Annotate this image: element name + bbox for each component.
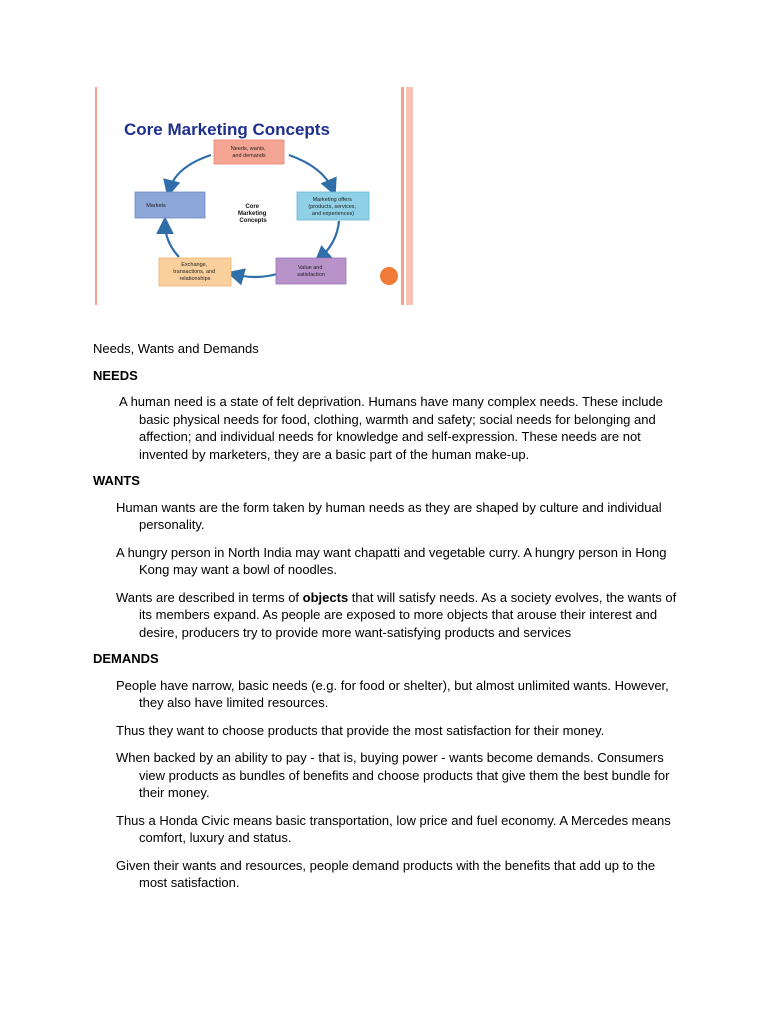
value-satisfaction-box	[276, 258, 346, 284]
markets-box	[135, 192, 205, 218]
wants-paragraph-3: Wants are described in terms of objects that will satisfy needs. As a society evolves, the wants of its members expand. As people are exposed to more objects that arouse their interest and desire, producers try to provide more want-satisfying products and services	[116, 589, 677, 640]
wants-paragraph-1: Human wants are the form taken by human needs as they are shaped by culture and individual personality.	[116, 499, 662, 532]
svg-text:Exchange, transactions: Exchange, transactions, and relationships	[173, 262, 216, 282]
arrow-markets-to-needs	[169, 155, 211, 191]
needs-wants-demands-box	[214, 140, 284, 164]
core-marketing-concepts-figure	[93, 87, 415, 305]
demands-heading: DEMANDS	[93, 651, 159, 666]
accent-dot	[380, 267, 398, 285]
arrow-exchange-to-markets	[165, 223, 179, 257]
wants-heading: WANTS	[93, 473, 140, 488]
exchange-transactions-box	[159, 258, 231, 286]
arrow-value-to-exchange	[233, 274, 277, 277]
svg-text:Value and satisfaction: Value and satisfaction	[297, 265, 325, 278]
needs-paragraph: A human need is a state of felt deprivation. Humans have many complex needs. These include basic physical needs for food, clothing, warmth and safety; social needs for belonging and affection; and individual needs for knowledge and self-expression. These needs are not invented by marketers, they are a basic part of the human make-up.	[119, 394, 663, 462]
demands-paragraph-1: People have narrow, basic needs (e.g. for food or shelter), but almost unlimited wants. However, they also have limited resources.	[116, 677, 669, 710]
demands-paragraph-2: Thus they want to choose products that provide the most satisfaction for their money.	[116, 722, 605, 738]
marketing-offers-box	[297, 192, 369, 220]
arrow-needs-to-offers	[289, 155, 333, 190]
figure-title: Core Marketing Concepts	[124, 120, 330, 139]
svg-text:Marketing offers (prod: Marketing offers (products, services, and experiences)	[308, 197, 357, 217]
arrow-offers-to-value	[319, 221, 339, 259]
demands-paragraph-3: When backed by an ability to pay - that is, buying power - wants become demands. Consumers view products as bundles of benefits and choose products that give them the best bundle for their money.	[116, 750, 670, 800]
center-label: Core Marketing Concepts	[237, 204, 267, 224]
right-accent-bar-wide	[406, 87, 413, 305]
svg-text:Needs, wants, and dema: Needs, wants, and demands	[230, 146, 266, 159]
document-body	[93, 340, 683, 892]
right-accent-bar	[401, 87, 404, 305]
objects-bold-term: objects	[302, 589, 349, 605]
wants-paragraph-2: A hungry person in North India may want chapatti and vegetable curry. A hungry person in Hong Kong may want a bowl of noodles.	[116, 544, 667, 577]
concepts-diagram	[93, 87, 415, 305]
section-subtitle: Needs, Wants and Demands	[93, 341, 259, 356]
needs-heading: NEEDS	[93, 367, 138, 383]
demands-paragraph-5: Given their wants and resources, people demand products with the benefits that add up to the most satisfaction.	[116, 857, 656, 890]
svg-text:Markets: Markets	[146, 203, 166, 209]
demands-paragraph-4: Thus a Honda Civic means basic transportation, low price and fuel economy. A Mercedes means comfort, luxury and status.	[116, 812, 671, 845]
left-accent-line	[95, 87, 97, 305]
